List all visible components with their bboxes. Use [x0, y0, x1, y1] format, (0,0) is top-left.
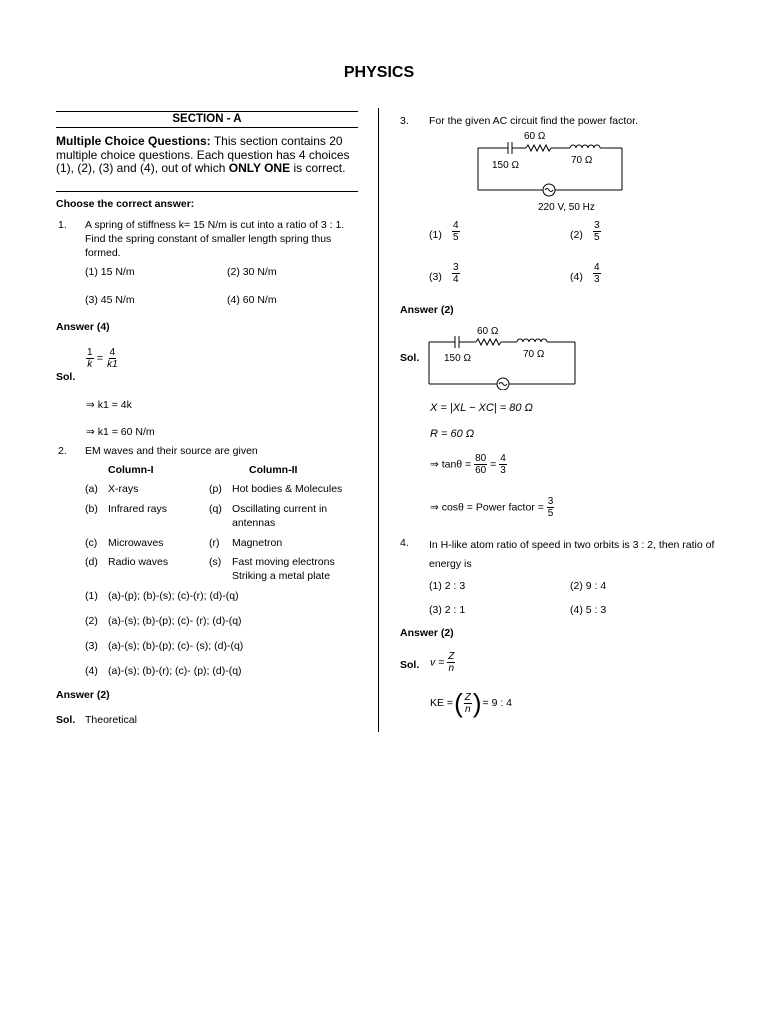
- q4-paren-right: ): [472, 688, 482, 718]
- q2-row-b-label: (b): [85, 503, 98, 515]
- q3-tan-denominator-1: 60: [475, 465, 487, 476]
- q2-row-b-code: (q): [209, 503, 222, 515]
- q2-row-a-label: (a): [85, 483, 98, 495]
- q2-option-2: (a)-(s); (b)-(p); (c)- (r); (d)-(q): [108, 615, 242, 627]
- q2-row-d-label: (d): [85, 556, 98, 568]
- q3-option-4-numerator: 4: [594, 262, 600, 273]
- q1-option-4: (4) 60 N/m: [227, 294, 277, 306]
- mcq-instructions-text: This section contains 20 multiple choice questions. Each question has 4 choices (1), (2), (3) and (4), out of which: [56, 134, 350, 175]
- q1-option-1: (1) 15 N/m: [85, 266, 135, 278]
- q4-ke-prefix: KE =: [430, 697, 454, 709]
- q4-answer: Answer (2): [400, 627, 454, 639]
- q1-option-2: (2) 30 N/m: [227, 266, 277, 278]
- q4-option-4: (4) 5 : 3: [570, 604, 607, 616]
- q2-row-c-code: (r): [209, 537, 220, 549]
- q3-tan-numerator-1: 80: [475, 453, 487, 464]
- q1-frac-right-den: k1: [107, 359, 118, 370]
- q1-frac-left-num: 1: [87, 347, 93, 358]
- q3-cos-denominator: 5: [547, 508, 554, 519]
- q3-sol-inductor-70-label: 70 Ω: [523, 349, 545, 360]
- q4-ke-result: = 9 : 4: [482, 697, 512, 709]
- q1-equals: =: [96, 352, 104, 365]
- q1-option-3: (3) 45 N/m: [85, 294, 135, 306]
- q3-source-label: 220 V, 50 Hz: [538, 202, 595, 213]
- q2-option-1-num: (1): [85, 590, 98, 602]
- q4-v-equation: [430, 651, 455, 674]
- q3-answer: Answer (2): [400, 304, 454, 316]
- q4-paren-left: (: [454, 688, 463, 718]
- choose-answer-heading: Choose the correct answer:: [56, 198, 195, 210]
- q4-v-numerator: Z: [448, 651, 455, 662]
- q2-column-1-header: Column-I: [108, 464, 154, 476]
- q2-row-b-right: Oscillating current in antennas: [232, 503, 328, 529]
- q3-sol-resistor-60-label: 60 Ω: [477, 326, 499, 337]
- q2-number: 2.: [58, 445, 67, 457]
- q2-row-d-left: Radio waves: [108, 556, 169, 568]
- column-divider: [378, 108, 379, 732]
- q4-number: 4.: [400, 537, 409, 549]
- q4-sol-label: Sol.: [400, 659, 420, 671]
- q1-frac-left-den: k: [87, 359, 93, 370]
- q2-answer: Answer (2): [56, 689, 110, 701]
- q3-cos-equation: [430, 496, 554, 519]
- q4-option-1: (1) 2 : 3: [429, 580, 466, 592]
- q2-row-c-label: (c): [85, 537, 98, 549]
- q3-option-1-frac: [452, 220, 460, 243]
- q2-option-4-num: (4): [85, 665, 98, 677]
- q1-answer: Answer (4): [56, 321, 110, 333]
- q2-row-b-left: Infrared rays: [108, 503, 167, 515]
- q4-ke-numerator: Z: [464, 691, 471, 703]
- q1-equation: [86, 347, 119, 370]
- q1-sol-label: Sol.: [56, 371, 76, 383]
- q3-resistor-150-label: 150 Ω: [492, 160, 519, 171]
- q3-tan-equation: [430, 453, 507, 476]
- q4-ke-equation: [430, 690, 512, 716]
- q1-frac-left: [86, 347, 94, 370]
- q1-number: 1.: [58, 219, 67, 231]
- q3-tan-denominator-2: 3: [500, 465, 506, 476]
- q3-inductor-70-label: 70 Ω: [571, 155, 593, 166]
- q3-cos-numerator: 3: [547, 496, 554, 507]
- q3-tan-equals: =: [490, 458, 497, 471]
- q3-option-3-numerator: 3: [453, 262, 459, 273]
- mcq-only-one: ONLY ONE: [228, 161, 291, 175]
- q1-step-2: ⇒ k1 = 60 N/m: [86, 426, 155, 438]
- q1-frac-right: [106, 347, 119, 370]
- q3-x-equation: X = |XL − XC| = 80 Ω: [430, 402, 533, 414]
- q3-option-3-frac: [452, 262, 460, 285]
- q4-text: In H-like atom ratio of speed in two orbits is 3 : 2, then ratio of energy is: [429, 539, 715, 570]
- q3-option-2-numerator: 3: [594, 220, 600, 231]
- q2-sol-label: Sol.: [56, 714, 76, 726]
- q3-tan-numerator-2: 4: [500, 453, 506, 464]
- q3-option-3-denominator: 4: [453, 274, 459, 285]
- q3-number: 3.: [400, 115, 409, 127]
- q2-solution: Theoretical: [85, 714, 137, 726]
- q3-option-1-num: (1): [429, 229, 442, 241]
- mcq-instructions: [56, 135, 358, 176]
- q3-circuit-diagram: [470, 126, 640, 216]
- q2-row-a-code: (p): [209, 483, 222, 495]
- q3-option-2-frac: [593, 220, 601, 243]
- q3-text: For the given AC circuit find the power factor.: [429, 115, 638, 127]
- mcq-instructions-end: is correct.: [293, 161, 346, 175]
- page-title: PHYSICS: [343, 64, 415, 81]
- q1-step-1: ⇒ k1 = 4k: [86, 399, 132, 411]
- q3-option-4-frac: [593, 262, 601, 285]
- q3-sol-label: Sol.: [400, 352, 420, 364]
- q1-frac-right-num: 4: [109, 347, 116, 358]
- q3-option-3-num: (3): [429, 271, 442, 283]
- q2-text: EM waves and their source are given: [85, 445, 258, 457]
- q4-ke-denominator: n: [465, 703, 471, 715]
- q2-row-d-code: (s): [209, 556, 222, 568]
- q3-option-1-numerator: 4: [453, 220, 459, 231]
- section-heading-rule: [56, 127, 358, 128]
- section-bottom-rule: [56, 191, 358, 192]
- q4-v-prefix: v =: [430, 656, 445, 669]
- q3-sol-resistor-150-label: 150 Ω: [444, 353, 471, 364]
- q2-row-c-left: Microwaves: [108, 537, 164, 549]
- q2-row-c-right: Magnetron: [232, 537, 283, 549]
- q2-row-a-right: Hot bodies & Molecules: [232, 483, 343, 495]
- q2-row-d-right: Fast moving electrons Striking a metal plate: [232, 556, 335, 582]
- q2-option-1: (a)-(p); (b)-(s); (c)-(r); (d)-(q): [108, 590, 239, 602]
- q2-option-4: (a)-(s); (b)-(r); (c)- (p); (d)-(q): [108, 665, 242, 677]
- q3-option-4-denominator: 3: [594, 274, 600, 285]
- q2-option-3-num: (3): [85, 640, 98, 652]
- q4-v-denominator: n: [448, 663, 455, 674]
- q4-option-2: (2) 9 : 4: [570, 580, 607, 592]
- q3-option-1-denominator: 5: [453, 232, 459, 243]
- q3-cos-prefix: ⇒ cosθ = Power factor =: [430, 501, 544, 514]
- section-top-rule: [56, 111, 358, 112]
- q3-solution-circuit: [420, 320, 585, 390]
- q3-resistor-60-label: 60 Ω: [524, 131, 546, 142]
- q3-option-2-denominator: 5: [594, 232, 600, 243]
- q3-r-equation: R = 60 Ω: [430, 428, 475, 440]
- q2-row-a-left: X-rays: [108, 483, 139, 495]
- q4-option-3: (3) 2 : 1: [429, 604, 466, 616]
- q3-tan-prefix: ⇒ tanθ =: [430, 458, 472, 471]
- q2-option-2-num: (2): [85, 615, 98, 627]
- q2-option-3: (a)-(s); (b)-(p); (c)- (s); (d)-(q): [108, 640, 244, 652]
- section-heading: SECTION - A: [172, 113, 242, 125]
- q2-column-2-header: Column-II: [249, 464, 298, 476]
- q3-option-2-num: (2): [570, 229, 583, 241]
- q1-text: A spring of stiffness k= 15 N/m is cut into a ratio of 3 : 1. Find the spring constant of smaller length spring thus formed.: [85, 219, 345, 259]
- q3-option-4-num: (4): [570, 271, 583, 283]
- mcq-instructions-bold: Multiple Choice Questions:: [56, 134, 211, 148]
